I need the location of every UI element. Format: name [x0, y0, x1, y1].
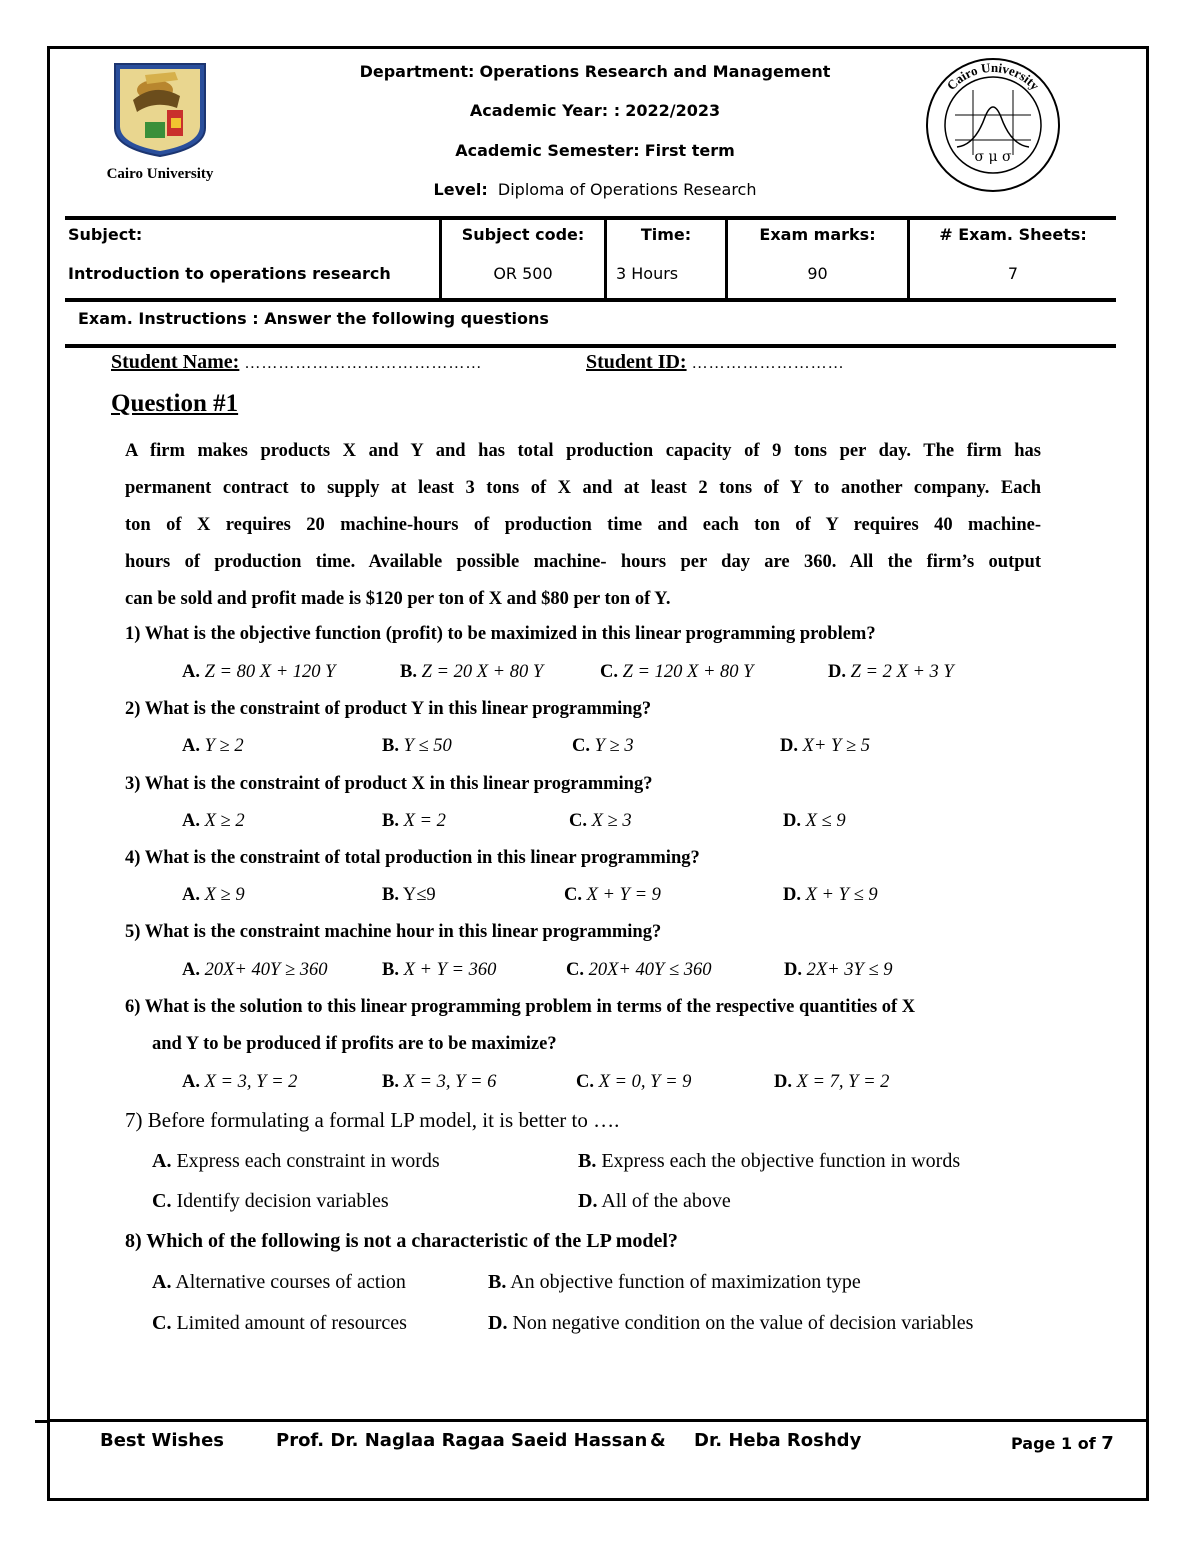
q1-option-b[interactable]: B. Z = 20 X + 80 Y — [400, 662, 544, 682]
cairo-university-logo — [85, 60, 235, 185]
question-6-continued: and Y to be produced if profits are to be maximize? — [152, 1034, 557, 1054]
question-8: 8) Which of the following is not a characteristic of the LP model? — [125, 1230, 678, 1252]
q2-option-c[interactable]: C. Y ≥ 3 — [572, 736, 634, 756]
q3-option-a[interactable]: A. X ≥ 2 — [182, 811, 245, 831]
subject-label: Subject: — [68, 225, 143, 244]
q1-option-c[interactable]: C. Z = 120 X + 80 Y — [600, 662, 754, 682]
question-6: 6) What is the solution to this linear programming problem in terms of the respective quantities of X — [125, 997, 916, 1017]
q5-option-c[interactable]: C. 20X+ 40Y ≤ 360 — [566, 960, 712, 980]
footer-prof-name: Prof. Dr. Naglaa Ragaa Saeid Hassan — [276, 1430, 648, 1451]
student-id-field[interactable]: Student ID: ……………………… — [586, 351, 845, 373]
department-line: Department: Operations Research and Management — [359, 62, 831, 81]
q4-option-d[interactable]: D. X + Y ≤ 9 — [783, 885, 878, 905]
faculty-seal-logo — [915, 55, 1071, 195]
q6-option-a[interactable]: A. X = 3, Y = 2 — [182, 1072, 298, 1092]
exam-marks-label: Exam marks: — [759, 225, 876, 244]
q8-option-b[interactable]: B. An objective function of maximization type — [488, 1271, 861, 1293]
problem-line: can be sold and profit made is $120 per ton of X and $80 per ton of Y. — [125, 589, 671, 609]
q8-option-c[interactable]: C. Limited amount of resources — [152, 1312, 407, 1334]
problem-line: hours of production time. Available possible machine- hours per day are 360. All the firm’s output — [125, 552, 1041, 572]
q8-option-a[interactable]: A. Alternative courses of action — [152, 1271, 406, 1293]
subject-code-label: Subject code: — [461, 225, 585, 244]
q4-option-c[interactable]: C. X + Y = 9 — [564, 885, 661, 905]
seal-symbols: σ μ σ — [974, 149, 1012, 165]
footer-rule-stub — [35, 1420, 47, 1423]
q5-option-a[interactable]: A. 20X+ 40Y ≥ 360 — [182, 960, 328, 980]
level-line: Level: Diploma of Operations Research — [433, 180, 757, 199]
question-title: Question #1 — [111, 390, 239, 417]
instructions-rule — [65, 344, 1116, 348]
footer-dr-name: Dr. Heba Roshdy — [694, 1430, 862, 1451]
time-label: Time: — [640, 225, 692, 244]
q8-option-d[interactable]: D. Non negative condition on the value of decision variables — [488, 1312, 974, 1334]
question-3: 3) What is the constraint of product X in this linear programming? — [125, 774, 653, 794]
q2-option-d[interactable]: D. X+ Y ≥ 5 — [780, 736, 870, 756]
q3-option-d[interactable]: D. X ≤ 9 — [783, 811, 846, 831]
question-1: 1) What is the objective function (profit) to be maximized in this linear programming problem? — [125, 624, 876, 644]
q1-option-d[interactable]: D. Z = 2 X + 3 Y — [828, 662, 954, 682]
table-bottom-rule — [65, 298, 1116, 302]
question-5: 5) What is the constraint machine hour in this linear programming? — [125, 922, 662, 942]
exam-marks-value: 90 — [807, 264, 828, 283]
q4-option-b[interactable]: B. Y≤9 — [382, 885, 436, 905]
academic-year-line: Academic Year: : 2022/2023 — [469, 101, 721, 120]
q6-option-c[interactable]: C. X = 0, Y = 9 — [576, 1072, 692, 1092]
q7-option-a[interactable]: A. Express each constraint in words — [152, 1150, 440, 1172]
seal-text: Cairo University — [943, 59, 1043, 94]
semester-line: Academic Semester: First term — [455, 141, 735, 160]
exam-sheets-value: 7 — [1007, 264, 1019, 283]
time-value: 3 Hours — [616, 264, 679, 283]
q2-option-a[interactable]: A. Y ≥ 2 — [182, 736, 244, 756]
problem-line: A firm makes products X and Y and has total production capacity of 9 tons per day. The firm has — [125, 441, 1041, 461]
q1-option-a[interactable]: A. Z = 80 X + 120 Y — [182, 662, 336, 682]
question-7: 7) Before formulating a formal LP model, it is better to …. — [125, 1108, 620, 1132]
q3-option-c[interactable]: C. X ≥ 3 — [569, 811, 632, 831]
subject-code-value: OR 500 — [493, 264, 553, 283]
page-indicator: Page 1 of 7 — [1011, 1433, 1114, 1454]
q6-option-d[interactable]: D. X = 7, Y = 2 — [774, 1072, 890, 1092]
q7-option-b[interactable]: B. Express each the objective function in words — [578, 1150, 961, 1172]
table-top-rule — [65, 216, 1116, 220]
q7-option-d[interactable]: D. All of the above — [578, 1190, 731, 1212]
q7-option-c[interactable]: C. Identify decision variables — [152, 1190, 389, 1212]
q3-option-b[interactable]: B. X = 2 — [382, 811, 446, 831]
footer-best-wishes: Best Wishes — [100, 1430, 224, 1451]
exam-sheets-label: # Exam. Sheets: — [939, 225, 1087, 244]
q2-option-b[interactable]: B. Y ≤ 50 — [382, 736, 452, 756]
subject-value: Introduction to operations research — [68, 264, 391, 283]
q5-option-d[interactable]: D. 2X+ 3Y ≤ 9 — [784, 960, 893, 980]
logo-caption: Cairo University — [106, 166, 214, 182]
question-4: 4) What is the constraint of total production in this linear programming? — [125, 848, 700, 868]
footer-ampersand: & — [650, 1430, 666, 1451]
q6-option-b[interactable]: B. X = 3, Y = 6 — [382, 1072, 497, 1092]
q5-option-b[interactable]: B. X + Y = 360 — [382, 960, 497, 980]
problem-line: permanent contract to supply at least 3 tons of X and at least 2 tons of Y to another company. Each — [125, 478, 1041, 498]
q4-option-a[interactable]: A. X ≥ 9 — [182, 885, 245, 905]
footer-rule — [47, 1419, 1149, 1422]
student-name-field[interactable]: Student Name: …………………………………… — [111, 351, 483, 373]
question-2: 2) What is the constraint of product Y in this linear programming? — [125, 699, 652, 719]
problem-line: ton of X requires 20 machine-hours of production time and each ton of Y requires 40 machine- — [125, 515, 1041, 535]
exam-instructions: Exam. Instructions : Answer the following questions — [78, 309, 549, 328]
